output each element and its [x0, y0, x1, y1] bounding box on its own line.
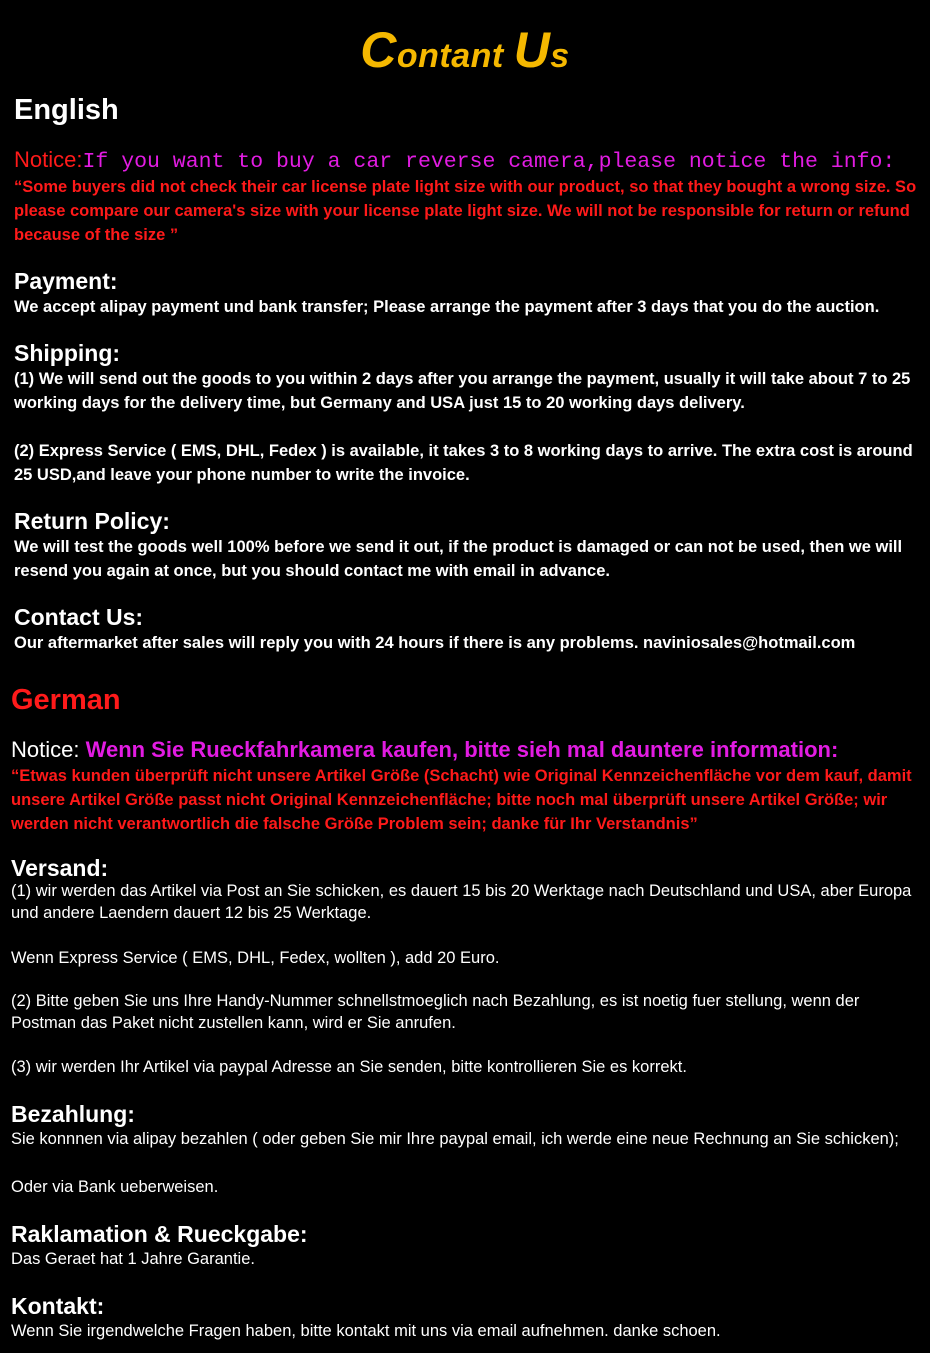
german-notice [11, 735, 838, 765]
contact-heading: Contact Us: [14, 604, 144, 630]
german-notice-label: Notice: [11, 737, 86, 762]
contact-text: Our aftermarket after sales will reply you with 24 hours if there is any problems. naviniosales@hotmail.com [14, 634, 856, 652]
german-notice-text: Wenn Sie Rueckfahrkamera kaufen, bitte sieh mal dauntere information: [85, 737, 839, 762]
bezahlung-text-1: Sie konnnen via alipay bezahlen ( oder geben Sie mir Ihre paypal email, ich werde eine neue Rechnung an Sie schicken); [11, 1130, 899, 1148]
reklamation-heading: Raklamation & Rueckgabe: [11, 1221, 308, 1247]
page-title: Contant Us [360, 22, 570, 78]
shipping-heading: Shipping: [14, 340, 121, 366]
english-notice-detail: “Some buyers did not check their car license plate light size with our product, so that they bought a wrong size. So please compare our camera's size with your license plate light size. We will not be responsible for return or refund because of the size ” [14, 178, 917, 244]
shipping-text-2: (2) Express Service ( EMS, DHL, Fedex ) is available, it takes 3 to 8 working days to arrive. The extra cost is around 25 USD,and leave your phone number to write the invoice. [14, 442, 913, 484]
shipping-text-1: (1) We will send out the goods to you within 2 days after you arrange the payment, usually it will take about 7 to 25 working days for the delivery time, but Germany and USA just 15 to 20 working days delivery. [14, 370, 911, 412]
english-notice-text: If you want to buy a car reverse camera,please notice the info: [82, 150, 896, 174]
versand-heading: Versand: [11, 855, 109, 881]
bezahlung-text-2: Oder via Bank ueberweisen. [11, 1178, 219, 1196]
payment-heading: Payment: [14, 268, 118, 294]
return-policy-heading: Return Policy: [14, 508, 170, 534]
reklamation-text: Das Geraet hat 1 Jahre Garantie. [11, 1250, 255, 1268]
versand-text-3: (2) Bitte geben Sie uns Ihre Handy-Nummer schnellstmoeglich nach Bezahlung, es ist noetig fuer stellung, wenn der Postman das Paket nicht zustellen kann, wird er Sie anrufen. [11, 992, 860, 1032]
english-notice-label: Notice: [14, 147, 83, 172]
german-notice-detail: “Etwas kunden überprüft nicht unsere Artikel Größe (Schacht) wie Original Kennzeichenfläche vor dem kauf, damit unsere Artikel Größe passt nicht Original Kennzeichenfläche; bitte noch mal überprüft unsere Artikel Größe; wir werden nicht verantwortlich die falsche Größe Problem sein; danke für Ihr Verstandnis” [11, 767, 912, 833]
bezahlung-heading: Bezahlung: [11, 1101, 135, 1127]
kontakt-heading: Kontakt: [11, 1293, 105, 1319]
versand-text-1: (1) wir werden das Artikel via Post an Sie schicken, es dauert 15 bis 20 Werktage nach Deutschland und USA, aber Europa und andere Laendern dauert 12 bis 25 Werktage. [11, 882, 912, 922]
payment-text: We accept alipay payment und bank transfer; Please arrange the payment after 3 days that you do the auction. [14, 298, 880, 316]
english-notice [14, 145, 895, 177]
versand-text-2: Wenn Express Service ( EMS, DHL, Fedex, wollten ), add 20 Euro. [11, 949, 500, 967]
return-policy-text: We will test the goods well 100% before we send it out, if the product is damaged or can not be used, then we will resend you again at once, but you should contact me with email in advance. [14, 538, 903, 580]
kontakt-text: Wenn Sie irgendwelche Fragen haben, bitte kontakt mit uns via email aufnehmen. danke schoen. [11, 1322, 721, 1340]
versand-text-4: (3) wir werden Ihr Artikel via paypal Adresse an Sie senden, bitte kontrollieren Sie es korrekt. [11, 1058, 687, 1076]
german-heading: German [11, 684, 121, 716]
english-heading: English [14, 94, 119, 126]
